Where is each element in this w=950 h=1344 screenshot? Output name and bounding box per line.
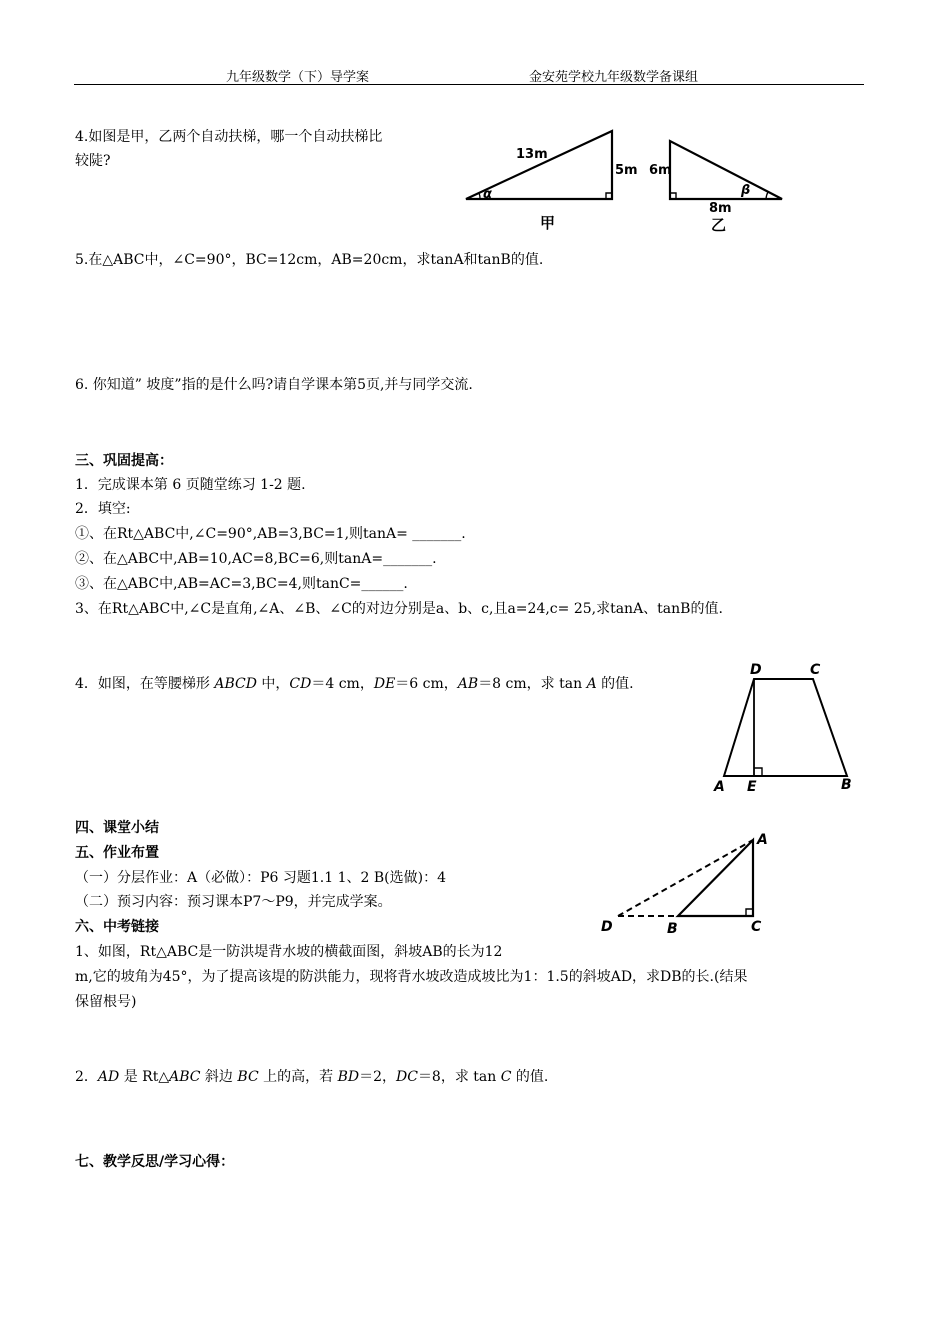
header-right: 金安苑学校九年级数学备课组 — [529, 70, 699, 85]
sec3-fill1: ①、在Rt△ABC中,∠C=90°,AB=3,BC=1,则tanA= _______. — [75, 526, 466, 542]
label-d-trap: D — [750, 662, 762, 678]
label-yi: 乙 — [711, 216, 727, 234]
section-3-title: 三、巩固提高： — [75, 453, 173, 469]
sec6-q1-line1: 1、如图，Rt△ABC是一防洪堤背水坡的横截面图，斜坡AB的长为12 — [75, 944, 503, 960]
triangle-abc — [678, 840, 753, 916]
q6-text: 6. 你知道” 坡度”指的是什么吗?请自学课本第5页,并与同学交流. — [75, 377, 473, 393]
label-d-dam: D — [601, 919, 613, 935]
section-5-title: 五、作业布置 — [75, 845, 159, 861]
label-jia: 甲 — [540, 214, 556, 232]
sec6-q1-line3: 保留根号) — [75, 994, 137, 1010]
q4-text-line2: 较陡? — [75, 153, 111, 169]
header-left: 九年级数学（下）导学案 — [226, 70, 370, 85]
sec5-line2: （二）预习内容：预习课本P7～P9，并完成学案。 — [75, 894, 392, 910]
sec3-item4: 4．如图，在等腰梯形 ABCD 中，CD＝4 cm，DE＝6 cm，AB＝8 cm，求 tan A 的值. — [75, 676, 634, 692]
q4-text-line1: 4.如图是甲，乙两个自动扶梯，哪一个自动扶梯比 — [75, 129, 383, 145]
label-13m: 13m — [516, 147, 548, 162]
label-6m: 6m — [649, 163, 672, 178]
label-a-dam: A — [757, 832, 768, 848]
label-beta: β — [741, 183, 751, 198]
label-alpha: α — [483, 187, 492, 202]
dam-slope-figure — [600, 826, 780, 941]
trapezoid-figure — [710, 660, 860, 800]
label-e-trap: E — [747, 779, 757, 795]
section-7-title: 七、教学反思/学习心得： — [75, 1154, 235, 1170]
triangle-yi — [670, 141, 782, 199]
label-b-dam: B — [667, 921, 678, 937]
trapezoid-abcd — [724, 679, 847, 776]
sec6-q1-line2: m,它的坡角为45°，为了提高该堤的防洪能力，现将背水坡改造成坡比为1：1.5的斜坡AD，求DB的长.(结果 — [75, 969, 748, 985]
sec3-item3: 3、在Rt△ABC中,∠C是直角,∠A、∠B、∠C的对边分别是a、b、c,且a=24,c= 25,求tanA、tanB的值. — [75, 601, 723, 617]
q5-text: 5.在△ABC中，∠C=90°，BC=12cm，AB=20cm，求tanA和tanB的值. — [75, 252, 544, 268]
sec6-q2: 2．AD 是 Rt△ABC 斜边 BC 上的高，若 BD＝2，DC＝8，求 tan C 的值. — [75, 1069, 549, 1085]
header-rule — [74, 84, 864, 85]
label-8m: 8m — [709, 201, 732, 216]
dashed-ad — [618, 840, 753, 916]
sec3-fill2: ②、在△ABC中,AB=10,AC=8,BC=6,则tanA=_______. — [75, 551, 437, 567]
label-a-trap: A — [714, 779, 725, 795]
section-4-title: 四、课堂小结 — [75, 820, 159, 836]
sec3-item1: 1．完成课本第 6 页随堂练习 1-2 题. — [75, 477, 306, 493]
escalator-jia-figure — [460, 124, 640, 234]
label-5m: 5m — [615, 163, 638, 178]
label-c-dam: C — [751, 919, 762, 935]
right-angle-mark-e — [754, 768, 762, 776]
label-b-trap: B — [841, 777, 852, 793]
sec5-line1: （一）分层作业：A（必做）：P6 习题1.1 1、2 B(选做)：4 — [75, 870, 446, 886]
sec3-fill3: ③、在△ABC中,AB=AC=3,BC=4,则tanC=______. — [75, 576, 408, 592]
escalator-yi-figure — [645, 124, 785, 234]
section-6-title: 六、中考链接 — [75, 919, 159, 935]
sec3-item2: 2．填空: — [75, 501, 131, 517]
label-c-trap: C — [810, 662, 821, 678]
